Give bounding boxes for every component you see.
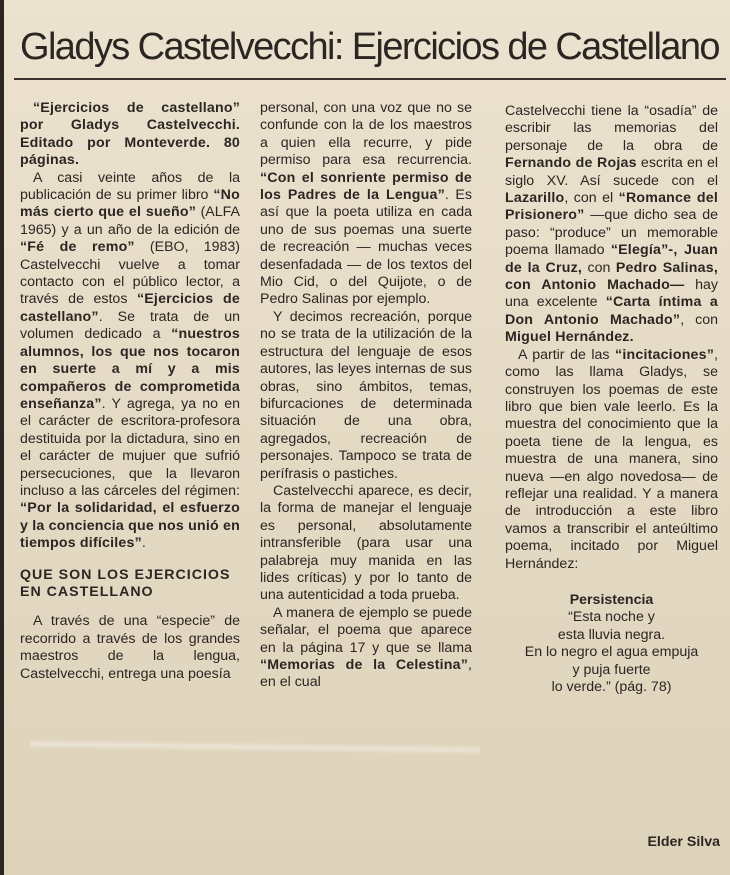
solidarity-quote: “Por la solidaridad, el esfuerzo y la conciencia que nos unió en tiempos difíciles” [20,500,240,552]
text-run: , con el [564,190,619,207]
poem-line: En lo negro el agua empuja [524,644,699,661]
author-byline: Elder Silva [647,834,720,850]
text-run: A casi veinte años de la publicación de su primer libro [20,169,240,204]
col3-paragraph-1 [505,103,718,347]
article-headline: Gladys Castelvecchi: Ejercicios de Castellano [20,26,719,68]
col2-paragraph-1 [260,100,472,309]
book-title-3: “Ejercicios de castellano” [20,291,240,325]
text-run: (ALFA 1965) y a un año de la edición de [20,204,240,238]
column-1 [20,100,240,683]
paper-crease [30,739,480,755]
left-border-rule [0,0,4,875]
poem-line: y puja fuerte [572,661,651,678]
poem-line: “Esta noche y [568,609,655,626]
poem-line: lo verde.” (pág. 78) [551,679,672,695]
book-intro [20,100,240,170]
text-run: , con [680,311,718,328]
text-run: hay una excelente [505,277,718,311]
col3-paragraph-2 [505,347,718,573]
author-name: Pedro Salinas, con Antonio Machado— [505,259,718,294]
poem-title: Persistencia [569,591,654,608]
author-name: Fernando de Rojas [505,155,637,172]
book-title-1: “No más cierto que el sueño” [20,187,240,221]
celestina-title: “Memorias de la Celestina” [260,657,469,673]
incitaciones-quote: “incitaciones” [615,346,715,363]
text-run: , en el cual [260,657,472,691]
dedication-quote: “nuestros alumnos, los que nos tocaron en suerte a mí y a mis compañeros de comprometida enseñanza” [20,326,240,412]
book-title-2: “Fé de remo” [20,239,135,256]
author-name: Miguel Hernández. [505,329,634,346]
col2-paragraph-2: Y decimos recreación, porque no se trata de la utilización de la estructura del lenguaje de esos autores, las leyes internas de sus obras, sino ámbitos, temas, bifurcaciones de determinada situación de una obra, agregados, recreación de personajes. Tampoco se trata de perífrasis o pastiches. [260,308,472,482]
text-run: personal, con una voz que no se confunde con la de los maestros a quien ella recurre, y pide permiso para esa recurrencia. [260,100,472,169]
text-run: escrita en el siglo XV. Así sucede con el [505,155,719,189]
poem [505,609,718,696]
headline-rule [14,78,726,80]
column-3 [505,103,718,696]
text-run: . Y agrega, ya no en el carácter de escritora-profesora destituida por la dictadura, sino en el carácter de mujuer que sufrió persecuciones, que la llevaron incluso a las cárceles del régimen: [20,395,240,499]
text-run: Castelvecchi tiene la “osadía” de escribir las memorias del personaje de la obra de [505,103,718,154]
col1-paragraph-2: A través de una “especie” de recorrido a través de los grandes maestros de la lengua, Castelvecchi, entrega una poesía [20,613,240,682]
work-title: “Romance del Prisionero” [505,190,718,224]
text-run: con [582,259,616,276]
column-2 [260,100,472,692]
col2-paragraph-3: Castelvecchi aparece, es decir, la forma de manejar el lenguaje es personal, absolutamente intransferible (para usar una palabreja muy manida en las lides críticas) y por lo tanto de una autenticidad a toda prueba. [260,482,472,604]
section-subhead: QUE SON LOS EJERCICIOS EN CASTELLANO [20,566,231,600]
text-run: , como las llama Gladys, se construyen los poemas de este libro que bien vale leerlo. Es la muestra del conocimiento que la poeta tiene de la lengua, es muestra de una manera, sino nueva —en algo novedosa— de reflejar una realidad. Y a manera de introducción a este libro vamos a transcribir el anteúltimo poema, incitado por Miguel Hernández: [505,346,718,572]
work-title: “Carta íntima a Don Antonio Machado” [505,294,718,328]
poem-line: esta lluvia negra. [557,626,666,643]
col1-paragraph-1 [20,170,240,553]
text-run: A partir de las [518,346,616,363]
book-intro-text: “Ejercicios de castellano” por Gladys Castelvecchi. Editado por Monteverde. 80 páginas. [20,100,240,169]
text-run: —que dicho sea de paso: “produce” un memorable poema llamado [505,207,718,259]
text-run: . [141,535,146,552]
work-title: Lazarillo [505,190,565,207]
text-run: . Es así que la poeta utiliza en cada uno de sus poemas una suerte de recreación — muchas veces desenfadada — de los textos del Mio Cid, o del Quijote, o de Pedro Salinas por ejemplo. [260,187,472,308]
col2-paragraph-4 [260,605,472,692]
text-run: (EBO, 1983) Castelvecchi vuelve a tomar contacto con el público lector, a través de estos [20,239,240,308]
text-run: A manera de ejemplo se puede señalar, el poema que aparece en la página 17 y que se llama [260,604,472,656]
work-title: “Elegía”-, Juan de la Cruz, [505,242,718,276]
permission-quote: “Con el sonriente permiso de los Padres de la Lengua” [260,169,472,204]
text-run: . Se trata de un volumen dedicado a [20,308,240,343]
